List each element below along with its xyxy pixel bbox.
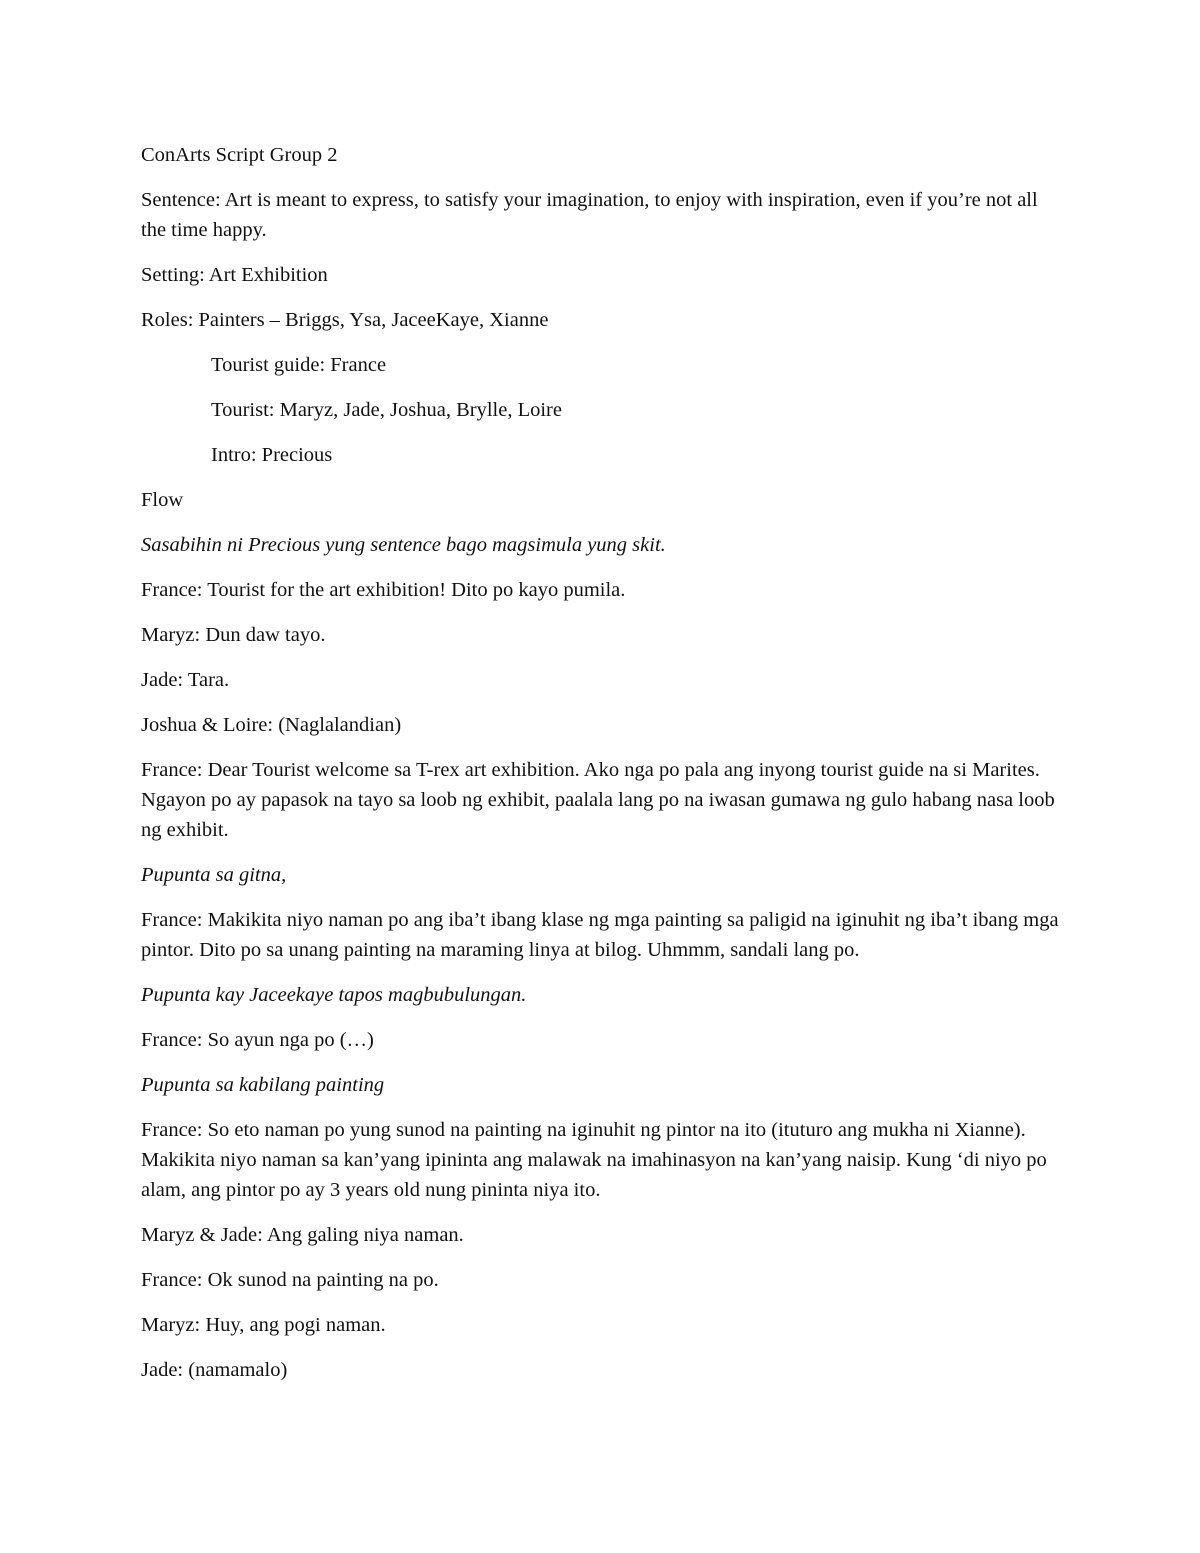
dialogue-line: France: Tourist for the art exhibition! Dito po kayo pumila. [141,579,626,601]
stage-direction: Pupunta kay Jaceekaye tapos magbubulungan. [141,984,527,1006]
paragraph-role-tourist-guide: Tourist guide: France [211,354,387,376]
dialogue-line: Maryz & Jade: Ang galing niya naman. [141,1224,464,1246]
dialogue-line: Jade: Tara. [141,669,230,691]
document-body [141,140,1061,1400]
stage-direction: Pupunta sa kabilang painting [141,1074,385,1096]
paragraph-role-intro: Intro: Precious [211,444,333,466]
dialogue-line: France: So eto naman po yung sunod na painting na iginuhit ng pintor na ito (ituturo ang mukha ni Xianne). Makikita niyo naman sa kan’yang ipininta ang malawak na imahinasyon na kan’yang naisip. Kung ‘di niyo po alam, ang pintor po ay 3 years old nung pininta niya ito. [141,1119,1047,1201]
dialogue-line: France: Ok sunod na painting na po. [141,1269,439,1291]
dialogue-line: Maryz: Dun daw tayo. [141,624,326,646]
dialogue-line: Maryz: Huy, ang pogi naman. [141,1314,386,1336]
dialogue-line: Jade: (namamalo) [141,1359,288,1381]
paragraph-sentence: Sentence: Art is meant to express, to satisfy your imagination, to enjoy with inspiration, even if you’re not all the time happy. [141,189,1038,241]
stage-direction: Pupunta sa gitna, [141,864,287,886]
dialogue-line: France: Makikita niyo naman po ang iba’t ibang klase ng mga painting sa paligid na iginuhit ng iba’t ibang mga pintor. Dito po sa unang painting na maraming linya at bilog. Uhmmm, sandali lang po. [141,909,1059,961]
document-title: ConArts Script Group 2 [141,144,338,166]
paragraph-flow-heading: Flow [141,489,184,511]
dialogue-line: France: So ayun nga po (…) [141,1029,374,1051]
paragraph-setting: Setting: Art Exhibition [141,264,328,286]
stage-direction: Sasabihin ni Precious yung sentence bago magsimula yung skit. [141,534,666,556]
paragraph-role-tourist: Tourist: Maryz, Jade, Joshua, Brylle, Loire [211,399,562,421]
dialogue-line: France: Dear Tourist welcome sa T-rex art exhibition. Ako nga po pala ang inyong tourist guide na si Marites. Ngayon po ay papasok na tayo sa loob ng exhibit, paalala lang po na iwasan gumawa ng gulo habang nasa loob ng exhibit. [141,759,1055,841]
paragraph-roles: Roles: Painters – Briggs, Ysa, JaceeKaye, Xianne [141,309,549,331]
dialogue-line: Joshua & Loire: (Naglalandian) [141,714,402,736]
